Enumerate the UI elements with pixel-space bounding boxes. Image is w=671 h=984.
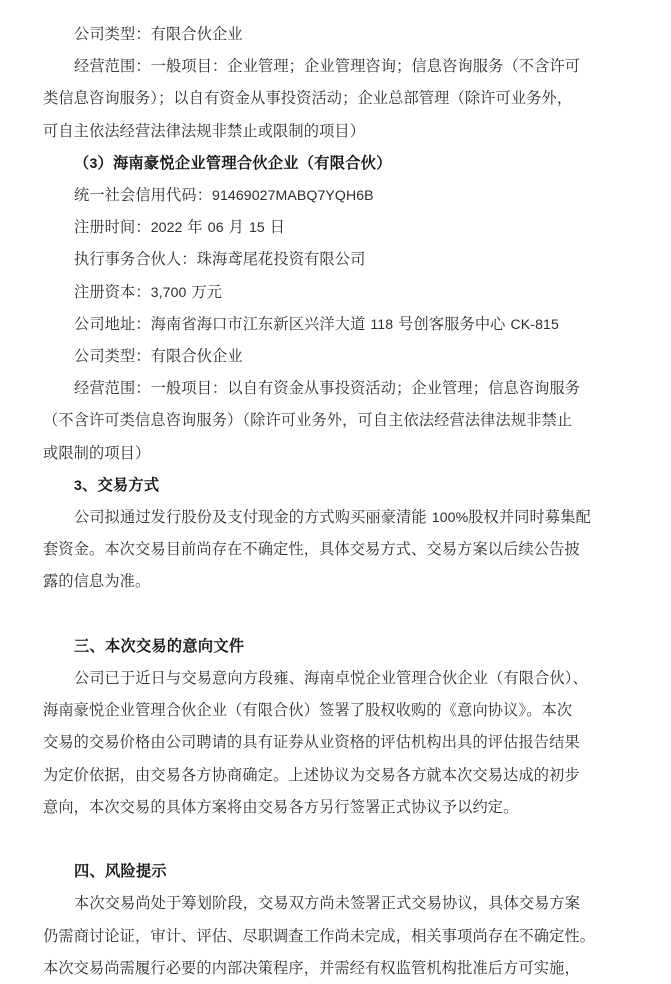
- text-line: 本次交易尚需履行必要的内部决策程序，并需经有权监管机构批准后方可实施，: [43, 958, 580, 977]
- section-heading: （3）海南豪悦企业管理合伙企业（有限合伙）: [74, 153, 392, 172]
- inline-value: 118: [370, 315, 394, 332]
- inline-value: 3,700: [150, 283, 187, 300]
- text-line: 海南豪悦企业管理合伙企业（有限合伙）签署了股权收购的《意向协议》。本次: [43, 701, 573, 720]
- paragraph-spacer: [43, 598, 629, 630]
- inline-value: 100%: [431, 509, 469, 526]
- text-line: 或限制的项目）: [43, 443, 151, 462]
- paragraph-spacer: [43, 823, 629, 855]
- text-line: 类信息咨询服务）；以自有资金从事投资活动；企业总部管理（除许可业务外，: [43, 89, 573, 108]
- text-line: 公司拟通过发行股份及支付现金的方式购买丽豪清能 100%股权并同时募集配: [74, 508, 591, 527]
- text-line: 露的信息为准。: [43, 572, 151, 591]
- inline-value: 91469027MABQ7YQH6B: [212, 187, 374, 204]
- text-line: 为定价依据，由交易各方协商确定。上述协议为交易各方就本次交易达成的初步: [43, 765, 580, 784]
- text-line: 公司已于近日与交易意向方段雍、海南卓悦企业管理合伙企业（有限合伙）、: [74, 669, 588, 688]
- text-line: 经营范围：一般项目：以自有资金从事投资活动；企业管理；信息咨询服务: [74, 379, 581, 398]
- inline-value: 2022: [150, 219, 183, 236]
- text-line: 本次交易尚处于筹划阶段，交易双方尚未签署正式交易协议，具体交易方案: [74, 894, 581, 913]
- section-heading: 三、本次交易的意向文件: [74, 636, 245, 655]
- text-line: （不含许可类信息咨询服务）（除许可业务外，可自主依法经营法律法规非禁止: [43, 411, 573, 430]
- text-line: 注册时间：2022 年 06 月 15 日: [74, 218, 286, 237]
- section-heading: 3、交易方式: [74, 475, 160, 494]
- text-line: 公司地址：海南省海口市江东新区兴洋大道 118 号创客服务中心 CK-815: [74, 314, 559, 333]
- text-line: 公司类型：有限合伙企业: [74, 25, 243, 43]
- text-line: 意向，本次交易的具体方案将由交易各方另行签署正式协议予以约定。: [43, 797, 519, 816]
- document-text-body: [43, 18, 629, 984]
- inline-value: 3: [89, 154, 98, 171]
- text-line: 统一社会信用代码：91469027MABQ7YQH6B: [74, 186, 374, 205]
- text-line: 交易的交易价格由公司聘请的具有证券从业资格的评估机构出具的评估报告结果: [43, 733, 580, 752]
- inline-value: 06: [207, 219, 224, 236]
- text-line: 套资金。本次交易目前尚存在不确定性，具体交易方式、交易方案以后续公告披: [43, 540, 580, 559]
- text-line: 注册资本：3,700 万元: [74, 282, 223, 301]
- inline-value: 15: [248, 219, 265, 236]
- text-line: 执行事务合伙人：珠海鸢尾花投资有限公司: [74, 250, 366, 269]
- text-line: 仍需商讨论证，审计、评估、尽职调查工作尚未完成，相关事项尚存在不确定性。: [43, 926, 596, 945]
- text-line: 可自主依法经营法律法规非禁止或限制的项目）: [43, 121, 366, 140]
- text-line: 公司类型：有限合伙企业: [74, 347, 243, 366]
- text-line: 经营范围：一般项目：企业管理；企业管理咨询；信息咨询服务（不含许可: [74, 57, 581, 76]
- section-heading: 四、风险提示: [74, 862, 167, 881]
- inline-value: CK-815: [510, 315, 559, 332]
- inline-value: 3: [74, 476, 82, 493]
